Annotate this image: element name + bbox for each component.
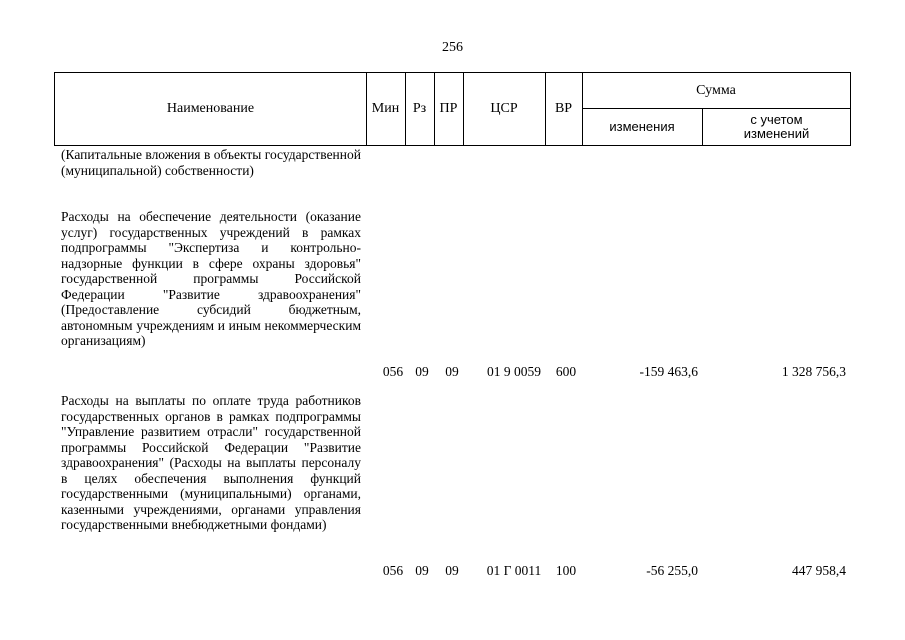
header-sum: Сумма [696, 82, 736, 98]
cell-change: -159 463,6 [639, 364, 698, 379]
cell-change: -56 255,0 [646, 563, 698, 578]
cell-rz: 09 [415, 563, 429, 578]
row-name: Расходы на выплаты по оплате труда работников государственных органов в рамках подпрограммы "Управление развитием отрасли" государственной программы Российской Федерации "Развитие здравоохранения" (Расходы на выплаты персоналу в целях обеспечения выполнения функций государственными (муниципальными) органами, казенными учреждениями, органами управления государственными внебюджетными фондами) [61, 393, 361, 532]
header-csr: ЦСР [490, 101, 518, 116]
row-name: (Капитальные вложения в объекты государственной (муниципальной) собственности) [61, 147, 361, 178]
cell-csr: 01 Г 0011 [486, 563, 542, 578]
header-rz: Рз [412, 101, 427, 116]
cell-pr: 09 [445, 364, 459, 379]
cell-rz: 09 [415, 364, 429, 379]
header-with-changes: с учетом изменений [743, 112, 810, 141]
header-min: Мин [371, 101, 400, 116]
cell-with-changes: 447 958,4 [792, 563, 846, 578]
cell-vr: 600 [555, 364, 577, 379]
header-change: изменения [609, 119, 675, 134]
cell-pr: 09 [445, 563, 459, 578]
page-number: 256 [442, 40, 463, 55]
cell-vr: 100 [555, 563, 577, 578]
cell-min: 056 [382, 563, 404, 578]
header-vr: ВР [554, 101, 573, 116]
cell-with-changes: 1 328 756,3 [781, 364, 846, 379]
cell-csr: 01 9 0059 [487, 364, 541, 379]
header-pr: ПР [439, 101, 458, 116]
table-header [54, 72, 851, 146]
row-name: Расходы на обеспечение деятельности (оказание услуг) государственных учреждений в рамках подпрограммы "Экспертиза и контрольно-надзорные функции в сфере охраны здоровья" государственной программы Российской Федерации "Развитие здравоохранения" (Предоставление субсидий бюджетным, автономным учреждениям и иным некоммерческим организациям) [61, 209, 361, 348]
cell-min: 056 [382, 364, 404, 379]
header-name: Наименование [166, 101, 255, 116]
